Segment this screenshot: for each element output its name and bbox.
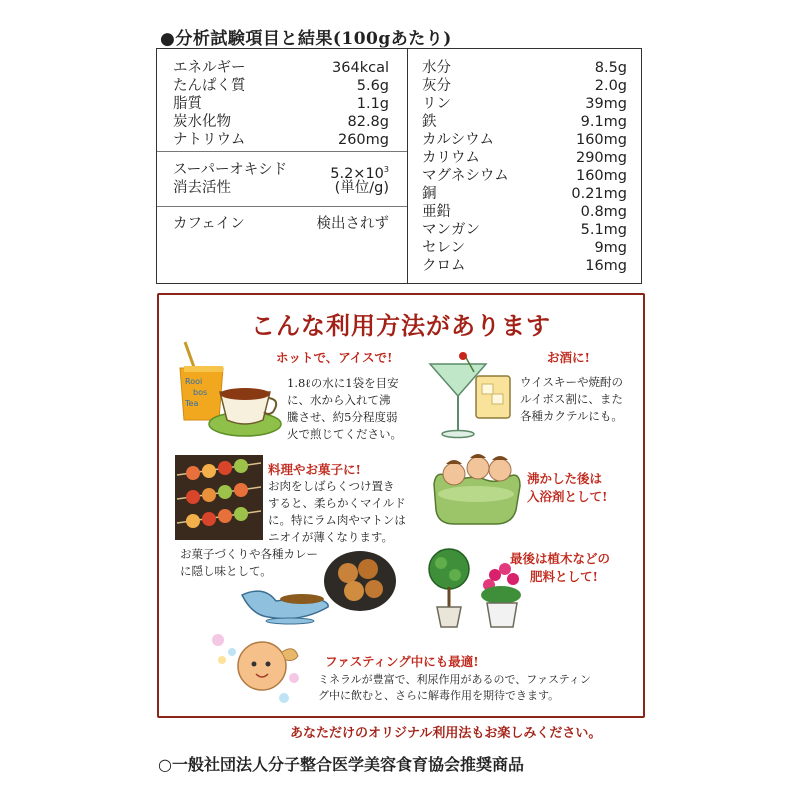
caffeine-value: 検出されず (316, 216, 389, 232)
bath-line: 入浴剤として! (527, 489, 608, 504)
sod-row (173, 161, 389, 182)
recommendation-line: ○一般社団法人分子整合医学美容食育協会推奨商品 (158, 755, 524, 774)
mineral-row (422, 77, 627, 95)
mineral-row (422, 185, 627, 203)
mineral-row (422, 167, 627, 185)
sod-activity-block (157, 152, 407, 207)
nutrient-row (173, 131, 389, 149)
hot-ice-text (287, 375, 402, 443)
mineral-name: カリウム (422, 150, 480, 166)
mineral-value: 9mg (594, 240, 627, 256)
mineral-row (422, 149, 627, 167)
mineral-value: 0.21mg (571, 186, 627, 202)
mineral-value: 8.5g (594, 60, 627, 76)
hot-ice-line: 騰させ、約5分程度弱 (287, 410, 398, 424)
caffeine-block (157, 207, 407, 283)
nutrient-value: 5.6g (356, 78, 389, 94)
mineral-row (422, 131, 627, 149)
curry-cookies-illustration (240, 545, 400, 625)
cooking-title: 料理やお菓子に! (268, 462, 361, 477)
mineral-value: 160mg (575, 132, 627, 148)
mineral-name: 灰分 (422, 78, 451, 94)
nutrient-value: 82.8g (347, 114, 389, 130)
bath-line: 沸かした後は (527, 471, 603, 486)
nutrient-value: 364kcal (332, 60, 389, 76)
mineral-row (422, 221, 627, 239)
hot-ice-title: ホットで、アイスで! (276, 350, 393, 365)
footer-note: あなただけのオリジナル利用法もお楽しみください。 (290, 726, 602, 741)
nutrient-name: 脂質 (173, 96, 202, 112)
mineral-value: 39mg (585, 96, 627, 112)
sod-row-2 (173, 179, 389, 197)
mineral-row (422, 203, 627, 221)
nutrition-table-left (157, 49, 408, 283)
fasting-line: グ中に飲むと、さらに解毒作用を期待できます。 (318, 689, 560, 702)
nutrient-row (173, 59, 389, 77)
nutrient-row (173, 77, 389, 95)
cup-label-1: Rooi (185, 377, 203, 386)
sweets-line: に隠し味として。 (180, 564, 272, 578)
mineral-value: 0.8mg (580, 204, 627, 220)
mineral-value: 16mg (585, 258, 627, 274)
bath-text (527, 470, 608, 506)
basic-nutrients-block (157, 49, 407, 152)
mineral-name: 亜鉛 (422, 204, 451, 220)
mineral-name: マンガン (422, 222, 480, 238)
cooking-line: お肉をしばらくつけ置き (268, 479, 395, 493)
mineral-value: 5.1mg (580, 222, 627, 238)
cooking-line: に。特にラム肉やマトンは (268, 513, 406, 527)
nutrient-row (173, 113, 389, 131)
caffeine-name: カフェイン (173, 216, 245, 232)
bath-illustration (426, 450, 526, 530)
mineral-row (422, 113, 627, 131)
nutrient-row (173, 95, 389, 113)
mineral-row (422, 59, 627, 77)
hot-ice-line: 1.8ℓの水に1袋を目安 (287, 376, 399, 390)
skewers-illustration (175, 455, 263, 540)
mineral-row (422, 239, 627, 257)
tea-cup-illustration (175, 340, 285, 440)
cup-label-2: bos (193, 388, 208, 397)
alcohol-title: お酒に! (547, 350, 590, 365)
fertilizer-text (510, 550, 610, 586)
hot-ice-line: に、水から入れて沸 (287, 393, 391, 407)
alcohol-line: ルイボス割に、また (520, 392, 623, 406)
fertilizer-line: 最後は植木などの (510, 551, 611, 566)
hot-ice-line: 火で煎じてください。 (287, 427, 402, 441)
section-title: ●分析試験項目と結果(100gあたり) (160, 29, 452, 49)
fasting-text (318, 672, 591, 704)
mineral-row (422, 95, 627, 113)
sod-unit: (単位/g) (334, 180, 389, 196)
fasting-character-illustration (208, 630, 308, 710)
mineral-name: 鉄 (422, 114, 437, 130)
mineral-row (422, 257, 627, 275)
cup-label-3: Tea (185, 399, 199, 408)
usage-title: こんな利用方法があります (251, 311, 551, 340)
alcohol-line: 各種カクテルにも。 (520, 409, 623, 423)
sod-name-2: 消去活性 (173, 180, 231, 196)
nutrient-name: エネルギー (173, 60, 246, 76)
sod-exponent: 3 (383, 165, 389, 174)
nutrition-table-right (408, 49, 641, 283)
mineral-value: 9.1mg (580, 114, 627, 130)
fasting-title: ファスティング中にも最適! (325, 654, 479, 669)
nutrient-value: 260mg (337, 132, 389, 148)
sod-value-base: 5.2×10 (330, 165, 384, 182)
cocktail-illustration (428, 350, 518, 440)
mineral-name: マグネシウム (422, 168, 509, 184)
nutrient-name: 炭水化物 (173, 114, 231, 130)
mineral-value: 160mg (575, 168, 627, 184)
mineral-name: カルシウム (422, 132, 494, 148)
sod-name: スーパーオキシド (173, 162, 288, 178)
mineral-value: 2.0g (594, 78, 627, 94)
nutrient-value: 1.1g (356, 96, 389, 112)
cooking-text (268, 478, 406, 546)
mineral-name: セレン (422, 240, 466, 256)
nutrient-name: ナトリウム (173, 132, 246, 148)
mineral-name: 銅 (422, 186, 437, 202)
fertilizer-line: 肥料として! (530, 569, 598, 584)
caffeine-row (173, 215, 389, 233)
alcohol-text (520, 374, 623, 425)
nutrition-table (156, 48, 642, 284)
sweets-line: お菓子づくりや各種カレー (180, 547, 318, 561)
nutrient-name: たんぱく質 (173, 78, 246, 94)
fasting-line: ミネラルが豊富で、利尿作用があるので、ファスティン (318, 673, 591, 686)
cooking-line: ニオイが薄くなります。 (268, 530, 394, 544)
cooking-line: すると、柔らかくマイルド (268, 496, 406, 510)
alcohol-line: ウイスキーや焼酎の (520, 375, 624, 389)
mineral-value: 290mg (575, 150, 627, 166)
mineral-name: クロム (422, 258, 466, 274)
mineral-name: リン (422, 96, 451, 112)
mineral-name: 水分 (422, 60, 451, 76)
